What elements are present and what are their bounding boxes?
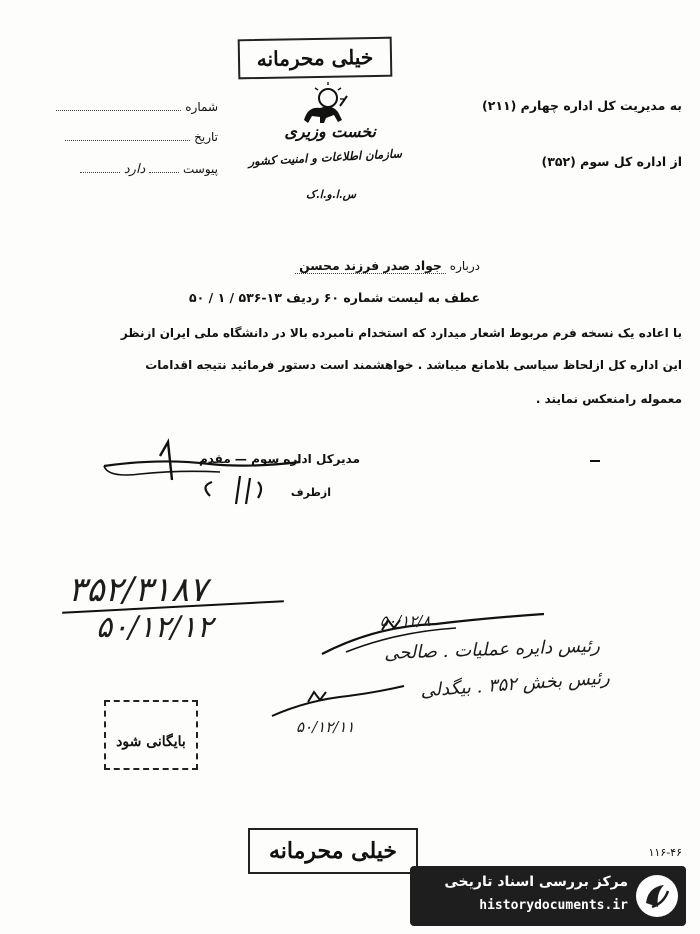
reference-line: عطف به لیست شماره ۶۰ ردیف ۱۳-۵۳۶ / ۱ / ۵۰ — [189, 290, 480, 305]
archive-stamp — [104, 700, 198, 770]
note-date-top: ۵۰/۱۲/۸ — [380, 612, 431, 630]
body-line-2: این اداره کل ازلحاظ سیاسی بلامانع میباشد . خواهشمند است دستور فرمائید نتیجه اقدامات — [145, 358, 682, 372]
body-line-1: با اعاده یک نسخه فرم مربوط اشعار میدارد که استخدام نامبرده بالا در دانشگاه ملی ایران ازنظر — [120, 326, 682, 340]
subject-label: درباره — [449, 259, 480, 273]
bottom-stamp-text: خیلی محرمانه — [268, 838, 398, 864]
subject-value: جواد صدر فرزند محسن — [295, 258, 446, 274]
emblem-line2: سازمان اطلاعات و امنیت کشور — [248, 146, 403, 169]
bottom-confidential-stamp — [248, 828, 418, 874]
header-stamp-text: خیلی محرمانه — [256, 44, 374, 72]
attachment-dots-2 — [80, 172, 120, 173]
from-line-text: از اداره کل سوم (۳۵۲) — [541, 154, 682, 169]
note-line-2: رئیس بخش ۳۵۲ . بیگدلی — [419, 667, 611, 702]
stray-mark — [590, 452, 600, 462]
attachment-label: پیوست — [183, 162, 218, 176]
number-field — [28, 100, 218, 114]
note-date-bottom: ۵۰/۱۲/۱۱ — [296, 718, 355, 736]
from-line — [430, 154, 682, 169]
footer-website: historydocuments.ir — [479, 898, 628, 913]
archive-logo-icon — [634, 873, 680, 919]
footer-watermark-bar — [410, 866, 686, 926]
archive-stamp-text: بایگانی شود — [116, 734, 186, 750]
handwritten-number: ۳۵۲/۳۱۸۷ — [68, 570, 208, 610]
attachment-value: دارد — [123, 162, 146, 177]
subject-line — [180, 258, 480, 273]
handwritten-date: ۵۰/۱۲/۱۲ — [96, 610, 213, 645]
attachment-field — [28, 162, 218, 177]
number-label: شماره — [185, 100, 218, 114]
to-line-text: به مدیریت کل اداره چهارم (۲۱۱) — [481, 98, 682, 113]
date-label: تاریخ — [194, 130, 218, 144]
signature-on-behalf: ازطرف — [290, 486, 331, 499]
footer-org-name: مرکز بررسی اسناد تاریخی — [444, 874, 628, 890]
form-code: ۱۱۶-۴۶ — [648, 846, 682, 859]
lion-and-sun-emblem-icon — [298, 82, 348, 126]
signature-title: مدیرکل اداره سوم — [251, 452, 360, 466]
signature-title-line: مدیرکل اداره سوم — مقدم — [198, 452, 360, 466]
header-confidential-stamp — [238, 37, 393, 80]
to-line — [420, 98, 682, 113]
number-dots — [56, 110, 181, 111]
signature-scribble — [100, 436, 340, 516]
date-dots — [65, 140, 190, 141]
attachment-dots — [149, 172, 179, 173]
signature-name: مقدم — [198, 452, 231, 466]
body-line-3: معموله رامنعکس نمایند . — [535, 392, 682, 406]
emblem-line1: نخست وزیری — [284, 122, 376, 141]
note-line-1: رئیس دایره عملیات . صالحی — [383, 635, 601, 664]
emblem-line3: س.ا.و.ا.ک — [305, 188, 356, 201]
date-field — [28, 130, 218, 144]
